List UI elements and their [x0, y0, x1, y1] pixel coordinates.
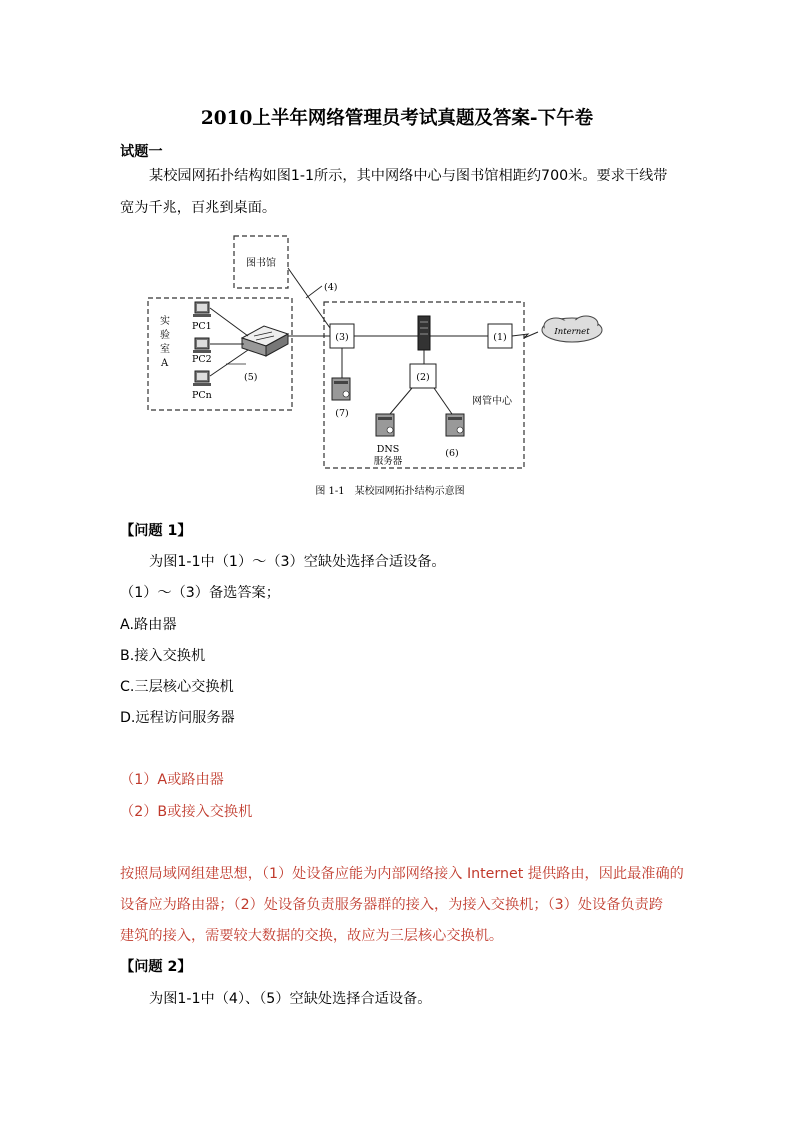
- library-label: 图书馆: [246, 258, 276, 269]
- q1-option-c: C.三层核心交换机: [120, 679, 234, 695]
- link-pcn-switch: [210, 350, 248, 376]
- intro-line-1: 某校园网拓扑结构如图1-1所示，其中网络中心与图书馆相距约700米。要求干线带: [149, 168, 668, 184]
- lab-char-1: 实: [160, 316, 170, 327]
- q1-text: 为图1-1中（1）～（3）空缺处选择合适设备。: [149, 554, 446, 570]
- network-center-label: 网管中心: [472, 396, 512, 407]
- access-switch-icon: [242, 326, 288, 356]
- server-7-icon: [332, 378, 350, 400]
- lab-char-3: 室: [160, 344, 170, 355]
- q1-options-intro: （1）～（3）备选答案；: [120, 585, 280, 601]
- wan-link: [512, 332, 538, 338]
- label-1: (1): [493, 332, 507, 343]
- internet-label: Internet: [554, 327, 590, 337]
- intro-line-2: 宽为千兆，百兆到桌面。: [120, 200, 277, 216]
- pc2-label: PC2: [192, 354, 212, 365]
- pc1-label: PC1: [192, 321, 212, 332]
- link-node2-server6: [434, 388, 452, 414]
- pcn-icon: [193, 371, 211, 386]
- section-heading: 试题一: [120, 144, 163, 160]
- dns-label-line2: 服务器: [373, 456, 403, 467]
- q1-answer-2: （2）B或接入交换机: [120, 804, 253, 820]
- label-pointer-4: [306, 286, 322, 298]
- q1-explanation-line-1: 按照局域网组建思想，（1）处设备应能为内部网络接入 Internet 提供路由，因此最准确的: [120, 866, 684, 882]
- label-3: (3): [335, 332, 349, 343]
- q1-heading: 【问题 1】: [120, 523, 192, 539]
- lab-char-4: A: [161, 358, 169, 369]
- q1-option-b: B.接入交换机: [120, 648, 206, 664]
- label-7: (7): [335, 408, 349, 419]
- q1-explanation-line-2: 设备应为路由器；（2）处设备负责服务器群的接入，为接入交换机；（3）处设备负责跨: [120, 897, 663, 913]
- pc2-icon: [193, 338, 211, 353]
- network-topology-figure: [140, 228, 640, 506]
- dns-label-line1: DNS: [376, 444, 400, 455]
- q1-answer-1: （1）A或路由器: [120, 772, 224, 788]
- q2-text: 为图1-1中（4）、（5）空缺处选择合适设备。: [149, 991, 432, 1007]
- label-5: (5): [244, 372, 258, 383]
- pcn-label: PCn: [192, 390, 212, 401]
- q1-option-d: D.远程访问服务器: [120, 710, 235, 726]
- link-pc1-switch: [210, 308, 248, 336]
- link-node2-dns: [390, 388, 412, 414]
- q2-heading: 【问题 2】: [120, 959, 192, 975]
- lab-char-2: 验: [160, 330, 170, 341]
- firewall-icon: [418, 316, 430, 350]
- figure-caption: 图 1-1 某校园网拓扑结构示意图: [315, 486, 465, 497]
- server-6-icon: [446, 414, 464, 436]
- q1-option-a: A.路由器: [120, 617, 177, 633]
- document-title: 2010上半年网络管理员考试真题及答案-下午卷: [200, 108, 594, 129]
- label-2: (2): [416, 372, 430, 383]
- label-4: (4): [324, 282, 338, 293]
- label-6: (6): [445, 448, 459, 459]
- dns-server-icon: [376, 414, 394, 436]
- q1-explanation-line-3: 建筑的接入，需要较大数据的交换，故应为三层核心交换机。: [120, 928, 504, 944]
- pc1-icon: [193, 302, 211, 317]
